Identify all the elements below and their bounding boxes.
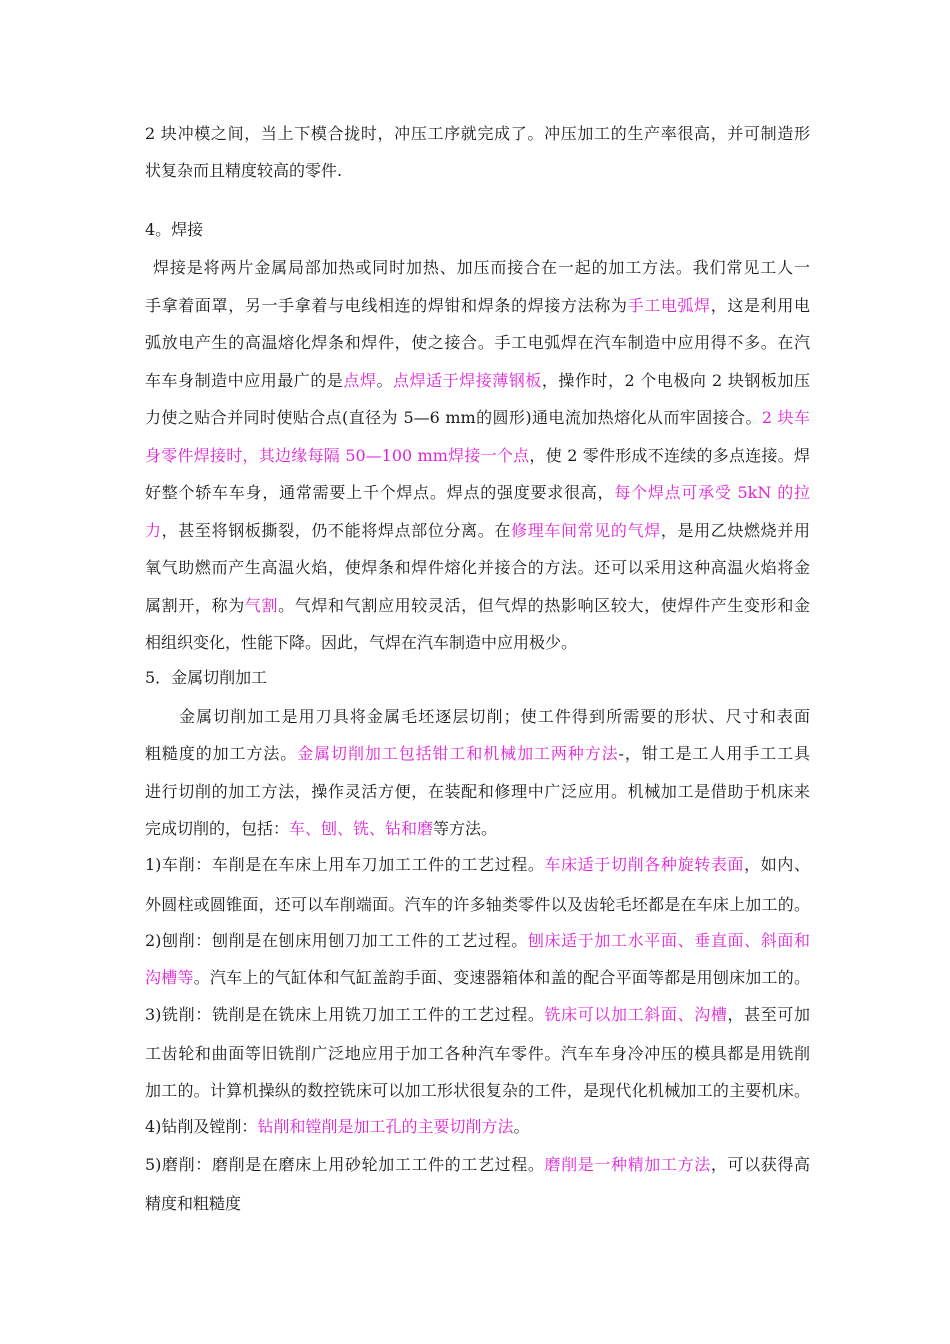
highlighted-text: 每个焊点可承受 5kN 的拉 — [614, 483, 810, 502]
text-line — [145, 258, 810, 278]
text-segment: 好整个轿车车身，通常需要上千个焊点。焊点的强度要求很高， — [145, 483, 615, 502]
text-segment: 精度和粗糙度 — [145, 1194, 242, 1213]
highlighted-text: 气割 — [244, 596, 279, 615]
highlighted-text: 铣床可以加工斜面、沟槽 — [544, 1005, 728, 1024]
text-line — [145, 333, 810, 353]
highlighted-text: 钻削和镗削是加工孔的主要切削方法 — [257, 1117, 514, 1136]
text-line — [145, 371, 810, 391]
text-segment: 属割开，称为 — [145, 596, 245, 615]
text-segment: 。汽车上的气缸体和气缸盖韵手面、变速器箱体和盖的配合平面等都是用刨床加工的。 — [193, 968, 810, 987]
highlighted-text: 磨削是一种精加工方法 — [544, 1155, 711, 1174]
text-segment: 手拿着面罩，另一手拿着与电线相连的焊钳和焊条的焊接方法称为 — [145, 296, 628, 315]
highlighted-text: 2 块车 — [761, 408, 810, 427]
text-line — [145, 931, 810, 951]
text-line — [145, 782, 810, 802]
text-line — [145, 707, 810, 727]
text-segment: 氧气助燃而产生高温火焰，使焊条和焊件熔化并接合的方法。还可以采用这种高温火焰将金 — [145, 558, 810, 577]
text-line — [145, 446, 810, 466]
text-segment: 2)刨削：刨削是在刨床用刨刀加工工件的工艺过程。 — [145, 931, 528, 950]
text-segment: 状复杂而且精度较高的零件. — [145, 161, 343, 180]
text-segment: 2 块冲模之间，当上下模合拢时，冲压工序就完成了。冲压加工的生产率很高，并可制造形 — [145, 124, 810, 143]
text-segment: 外圆柱或圆锥面，还可以车削端面。汽车的许多轴类零件以及齿轮毛坯都是在车床上加工的。 — [145, 895, 810, 914]
text-line — [145, 633, 810, 653]
text-segment: 进行切削的加工方法，操作灵活方便，在装配和修理中广泛应用。机械加工是借助于机床来 — [145, 782, 810, 801]
text-segment: ，使 2 零件形成不连续的多点连接。焊 — [529, 446, 810, 465]
text-line — [145, 668, 810, 688]
text-line — [145, 161, 810, 181]
text-segment: 。气焊和气割应用较灵活，但气焊的热影响区较大，使焊件产生变形和金 — [278, 596, 810, 615]
highlighted-text: 力 — [145, 521, 162, 540]
text-segment: ，操作时，2 个电极向 2 块钢板加压 — [541, 371, 810, 390]
highlighted-text: 金属切削加工包括钳工和机械加工两种方法 — [297, 744, 619, 763]
highlighted-text: 修理车间常见的气焊 — [511, 521, 661, 540]
text-line — [145, 1155, 810, 1175]
text-line — [145, 744, 810, 764]
text-segment: 相组织变化，性能下降。因此，气焊在汽车制造中应用极少。 — [145, 633, 578, 652]
highlighted-text: 身零件焊接时，其边缘每隔 50—100 mm焊接一个点 — [145, 446, 530, 465]
text-line — [145, 408, 810, 428]
text-segment: ，甚至将钢板撕裂，仍不能将焊点部位分离。在 — [161, 521, 512, 540]
text-line — [145, 296, 810, 316]
text-segment: 5)磨削：磨削是在磨床上用砂轮加工工件的工艺过程。 — [145, 1155, 545, 1174]
highlighted-text: 沟槽等 — [145, 968, 194, 987]
text-line — [145, 968, 810, 988]
text-segment: 4。焊接 — [145, 220, 204, 239]
text-segment: -，钳工是工人用手工工具 — [618, 744, 810, 763]
text-segment: 焊接是将两片金属局部加热或同时加热、加压而接合在一起的加工方法。我们常见工人一 — [153, 258, 810, 277]
text-line — [145, 1044, 810, 1064]
text-line — [145, 819, 810, 839]
highlighted-text: 车、刨、铣、钻和磨 — [289, 819, 434, 838]
text-line — [145, 596, 810, 616]
highlighted-text: 刨床适于加工水平面、垂直面、斜面和 — [527, 931, 810, 950]
text-segment: 1)车削：车削是在车床上用车刀加工工件的工艺过程。 — [145, 855, 545, 874]
highlighted-text: 点焊适于焊接薄钢板 — [393, 371, 542, 390]
text-segment: 加工的。计算机操纵的数控铣床可以加工形状很复杂的工件，是现代化机械加工的主要机床。 — [145, 1081, 810, 1100]
text-line — [145, 220, 810, 240]
text-segment: 。 — [513, 1117, 530, 1136]
text-segment: 等方法。 — [433, 819, 498, 838]
highlighted-text: 手工电弧焊 — [627, 296, 711, 315]
text-segment: 5．金属切削加工 — [145, 668, 268, 687]
text-line — [145, 558, 810, 578]
text-segment: 工齿轮和曲面等旧铣削广泛地应用于加工各种汽车零件。汽车车身冷冲压的模具都是用铣削 — [145, 1044, 810, 1063]
text-segment: ，可以获得高 — [710, 1155, 810, 1174]
text-line — [145, 124, 810, 144]
text-segment: 粗糙度的加工方法。 — [145, 744, 298, 763]
text-line — [145, 1005, 810, 1025]
text-line — [145, 483, 810, 503]
text-segment: ，如内、 — [744, 855, 810, 874]
text-segment: ，甚至可加 — [727, 1005, 810, 1024]
text-segment: 。 — [376, 371, 394, 390]
text-segment: ，是用乙炔燃烧并用 — [660, 521, 810, 540]
text-segment: 4)钻削及镗削： — [145, 1117, 258, 1136]
text-segment: 完成切削的，包括： — [145, 819, 290, 838]
text-line — [145, 1194, 810, 1214]
text-line — [145, 855, 810, 875]
highlighted-text: 车床适于切削各种旋转表面 — [544, 855, 745, 874]
text-segment: 金属切削加工是用刀具将金属毛坯逐层切削；使工件得到所需要的形状、尺寸和表面 — [179, 707, 810, 726]
text-line — [145, 1081, 810, 1101]
text-line — [145, 1117, 810, 1137]
text-line — [145, 895, 810, 915]
text-segment: 车车身制造中应用最广的是 — [145, 371, 344, 390]
text-line — [145, 521, 810, 541]
text-segment: ，这是利用电 — [710, 296, 810, 315]
text-segment: 弧放电产生的高温熔化焊条和焊件，使之接合。手工电弧焊在汽车制造中应用得不多。在汽 — [145, 333, 810, 352]
text-segment: 3)铣削：铣削是在铣床上用铣刀加工工件的工艺过程。 — [145, 1005, 545, 1024]
text-segment: 力使之贴合并同时使贴合点(直径为 5—6 mm的圆形)通电流加热熔化从而牢固接合。 — [145, 408, 762, 427]
highlighted-text: 点焊 — [343, 371, 377, 390]
